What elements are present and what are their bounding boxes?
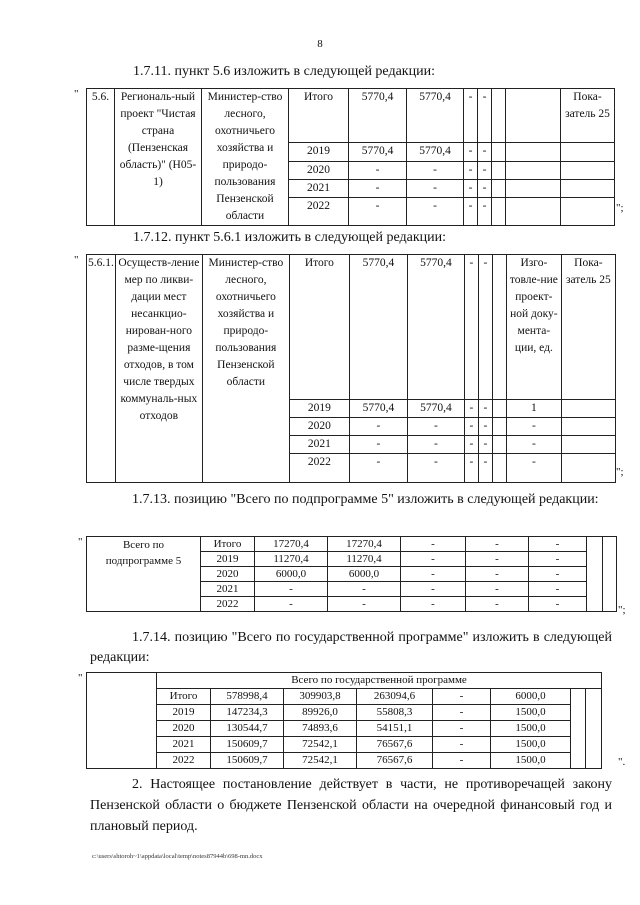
empty-cell (586, 689, 602, 769)
footer-path: c:\users\shtoroh~1\appdata\local\temp\notes87944b\698-mn.docx (92, 853, 263, 860)
value-cell: 578998,4 (211, 689, 284, 705)
value-cell: - (464, 454, 478, 483)
value-cell: - (464, 436, 478, 454)
value-cell: - (478, 255, 492, 400)
section-1713-title: 1.7.13. позицию "Всего по подпрограмме 5" изложить в следующей редакции: (132, 492, 599, 507)
value-cell: 6000,0 (255, 567, 328, 582)
value-cell: - (407, 436, 464, 454)
value-cell: 147234,3 (211, 705, 284, 721)
value-cell: - (464, 143, 478, 161)
page-number: 8 (317, 38, 323, 50)
value-cell: - (349, 161, 407, 179)
value-cell: - (529, 567, 587, 582)
value-cell: 5770,4 (349, 255, 407, 400)
value-cell: - (478, 418, 492, 436)
result-value: - (506, 454, 561, 483)
value-cell: - (464, 179, 478, 197)
value-cell: - (407, 198, 464, 226)
value-cell (561, 179, 615, 197)
value-cell: - (401, 597, 466, 612)
value-cell: 6000,0 (328, 567, 401, 582)
value-cell: 5770,4 (349, 400, 407, 418)
item-executor: Министер-ство лесного, охотничьего хозяйства и природо-пользования Пензенской области (202, 89, 289, 226)
value-cell: 5770,4 (407, 400, 464, 418)
item-executor: Министер-ство лесного, охотничьего хозяйства и природо-пользования Пензенской области (202, 255, 289, 483)
year-cell: 2020 (289, 418, 349, 436)
value-cell: 55808,3 (357, 705, 433, 721)
value-cell: - (407, 179, 464, 197)
value-cell (506, 198, 561, 226)
value-cell (561, 400, 615, 418)
value-cell: - (464, 400, 478, 418)
value-cell: 150609,7 (211, 753, 284, 769)
table4-close-quote: ". (618, 756, 626, 768)
value-cell: - (464, 418, 478, 436)
table-row (87, 689, 602, 705)
value-cell: 5770,4 (407, 255, 464, 400)
value-cell: 309903,8 (284, 689, 357, 705)
value-cell: 1500,0 (491, 721, 571, 737)
value-cell: 6000,0 (491, 689, 571, 705)
table3-open-quote: " (78, 536, 83, 548)
value-cell: 54151,1 (357, 721, 433, 737)
value-cell: 11270,4 (255, 552, 328, 567)
value-cell: 1500,0 (491, 753, 571, 769)
item-number: 5.6. (87, 89, 115, 226)
value-cell: - (466, 582, 529, 597)
value-cell: 1500,0 (491, 705, 571, 721)
value-cell: - (466, 537, 529, 552)
value-cell: 130544,7 (211, 721, 284, 737)
value-cell: - (478, 198, 492, 226)
year-cell: 2022 (201, 597, 255, 612)
value-cell: 17270,4 (255, 537, 328, 552)
result-cell: Изго-товле-ние проект-ной доку-мента-ции, ед. (506, 255, 561, 400)
year-cell: 2022 (157, 753, 211, 769)
table-row (87, 753, 602, 769)
value-cell (561, 454, 615, 483)
value-cell (506, 161, 561, 179)
year-cell: 2019 (289, 400, 349, 418)
value-cell: - (464, 198, 478, 226)
value-cell: 150609,7 (211, 737, 284, 753)
value-cell: 89926,0 (284, 705, 357, 721)
value-cell (506, 143, 561, 161)
value-cell: - (478, 143, 492, 161)
value-cell: - (433, 737, 491, 753)
empty-cell (87, 673, 157, 769)
value-cell (492, 161, 506, 179)
value-cell: - (433, 705, 491, 721)
subprogram-label: Всего по подпрограмме 5 (87, 537, 201, 612)
year-cell: 2021 (157, 737, 211, 753)
value-cell (492, 179, 506, 197)
year-cell: Итого (201, 537, 255, 552)
year-cell: 2022 (289, 454, 349, 483)
value-cell (561, 143, 615, 161)
value-cell: - (478, 400, 492, 418)
value-cell: - (401, 537, 466, 552)
value-cell: 74893,6 (284, 721, 357, 737)
value-cell: 1500,0 (491, 737, 571, 753)
table4-open-quote: " (78, 672, 83, 684)
value-cell: - (478, 161, 492, 179)
value-cell (492, 454, 506, 483)
value-cell: - (466, 597, 529, 612)
value-cell: - (529, 552, 587, 567)
value-cell: 76567,6 (357, 737, 433, 753)
value-cell (561, 161, 615, 179)
value-cell: 72542,1 (284, 753, 357, 769)
value-cell: - (466, 552, 529, 567)
value-cell (492, 418, 506, 436)
value-cell: - (529, 537, 587, 552)
value-cell: 17270,4 (328, 537, 401, 552)
value-cell (492, 89, 506, 143)
table-row (87, 255, 616, 400)
value-cell (492, 255, 506, 400)
empty-cell (603, 537, 617, 612)
year-cell: 2021 (289, 436, 349, 454)
table-row (87, 705, 602, 721)
value-cell: - (401, 582, 466, 597)
value-cell: 5770,4 (407, 143, 464, 161)
year-cell: 2020 (289, 161, 349, 179)
year-cell: Итого (289, 255, 349, 400)
value-cell: - (529, 597, 587, 612)
value-cell: - (349, 454, 407, 483)
empty-cell (571, 689, 586, 769)
year-cell: 2019 (289, 143, 349, 161)
value-cell: - (464, 255, 478, 400)
value-cell (492, 436, 506, 454)
value-cell: 263094,6 (357, 689, 433, 705)
section-1714-title: 1.7.14. позицию "Всего по государственной программе" изложить в следующей редакции: (90, 630, 612, 665)
table-row (87, 89, 615, 143)
indicator-cell: Пока-затель 25 (561, 255, 615, 400)
table-row (87, 673, 602, 689)
table1-close-quote: "; (616, 202, 624, 214)
value-cell: 5770,4 (349, 143, 407, 161)
value-cell: - (433, 721, 491, 737)
value-cell: - (349, 436, 407, 454)
value-cell: - (255, 582, 328, 597)
item-number: 5.6.1. (87, 255, 116, 483)
item-name: Региональ-ный проект "Чистая страна (Пензенская область)" (Н05-1) (115, 89, 202, 226)
table-1 (86, 88, 615, 226)
value-cell: - (349, 179, 407, 197)
table-3 (86, 536, 617, 612)
value-cell: - (349, 198, 407, 226)
closing-paragraph: 2. Настоящее постановление действует в части, не противоречащей закону Пензенской области о бюджете Пензенской области на очередной финансовый год и плановый период. (90, 777, 612, 834)
program-total-header: Всего по государственной программе (157, 673, 602, 689)
year-cell: 2019 (201, 552, 255, 567)
year-cell: 2021 (201, 582, 255, 597)
value-cell: - (464, 89, 478, 143)
table-row (87, 721, 602, 737)
value-cell: - (255, 597, 328, 612)
value-cell: - (407, 454, 464, 483)
value-cell (492, 400, 506, 418)
year-cell: 2021 (289, 179, 349, 197)
value-cell: - (529, 582, 587, 597)
year-cell: 2020 (157, 721, 211, 737)
year-cell: Итого (289, 89, 349, 143)
result-value: - (506, 436, 561, 454)
value-cell: - (407, 418, 464, 436)
value-cell: 5770,4 (349, 89, 407, 143)
year-cell: 2019 (157, 705, 211, 721)
value-cell: - (478, 454, 492, 483)
empty-cell (587, 537, 603, 612)
value-cell: - (349, 418, 407, 436)
value-cell: - (328, 582, 401, 597)
value-cell: - (478, 179, 492, 197)
year-cell: 2020 (201, 567, 255, 582)
value-cell (506, 89, 561, 143)
value-cell: 5770,4 (407, 89, 464, 143)
section-1711-title: 1.7.11. пункт 5.6 изложить в следующей редакции: (133, 64, 435, 79)
value-cell (561, 198, 615, 226)
year-cell: 2022 (289, 198, 349, 226)
value-cell (506, 179, 561, 197)
result-value: 1 (506, 400, 561, 418)
value-cell (561, 418, 615, 436)
value-cell (561, 436, 615, 454)
result-value: - (506, 418, 561, 436)
table3-close-quote: "; (618, 604, 626, 616)
value-cell (492, 198, 506, 226)
table1-open-quote: " (74, 88, 79, 100)
value-cell: - (478, 89, 492, 143)
table-row (87, 737, 602, 753)
value-cell: - (478, 436, 492, 454)
table2-close-quote: "; (616, 466, 624, 478)
value-cell: - (433, 689, 491, 705)
table-2 (86, 254, 616, 483)
value-cell: - (328, 597, 401, 612)
value-cell: 76567,6 (357, 753, 433, 769)
value-cell: - (401, 567, 466, 582)
value-cell: - (466, 567, 529, 582)
year-cell: Итого (157, 689, 211, 705)
indicator-cell: Пока-затель 25 (561, 89, 615, 143)
value-cell: - (401, 552, 466, 567)
value-cell (492, 143, 506, 161)
section-1712-title: 1.7.12. пункт 5.6.1 изложить в следующей редакции: (133, 230, 446, 245)
item-name: Осуществ-ление мер по ликви-дации мест несанкцио-нирован-ного разме-щения отходов, в том числе твердых коммуналь-ных отходов (115, 255, 202, 483)
value-cell: 72542,1 (284, 737, 357, 753)
value-cell: - (407, 161, 464, 179)
value-cell: 11270,4 (328, 552, 401, 567)
table-4 (86, 672, 602, 769)
table-row (87, 537, 617, 552)
value-cell: - (464, 161, 478, 179)
value-cell: - (433, 753, 491, 769)
table2-open-quote: " (74, 254, 79, 266)
